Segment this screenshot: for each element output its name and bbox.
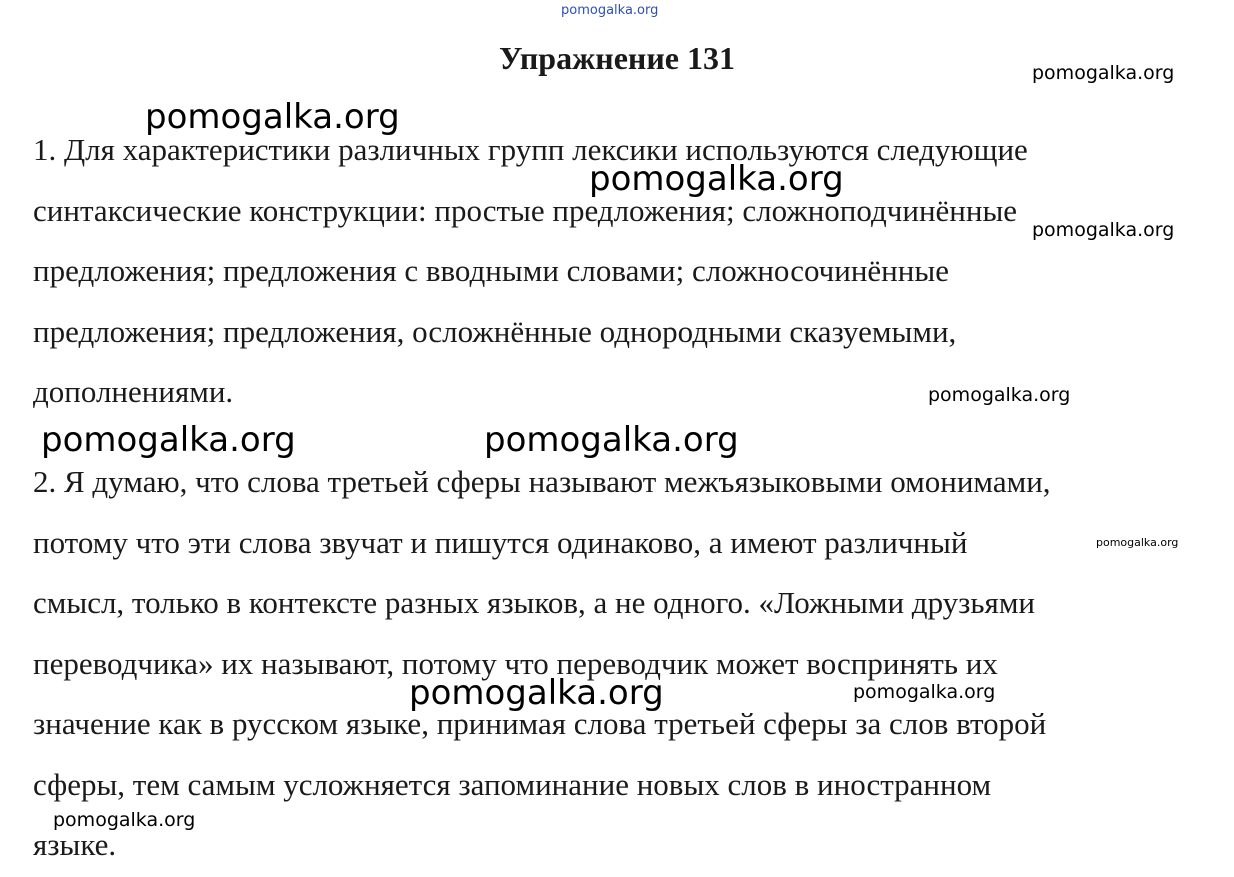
paragraph-line: переводчика» их называют, потому что переводчик может воспринять их (33, 645, 998, 681)
paragraph-line: 2. Я думаю, что слова третьей сферы называют межъязыковыми омонимами, (33, 464, 1051, 499)
watermark: pomogalka.org (41, 420, 296, 460)
watermark: pomogalka.org (145, 97, 400, 137)
paragraph-line: сферы, тем самым усложняется запоминание новых слов в иностранном (33, 766, 992, 802)
paragraph-line: предложения; предложения с вводными словами; сложносочинённые (33, 253, 949, 288)
watermark: pomogalka.org (409, 673, 664, 713)
paragraph-line: значение как в русском языке, принимая слова третьей сферы за слов второй (33, 706, 1047, 741)
watermark-top: pomogalka.org (561, 3, 659, 18)
watermark: pomogalka.org (484, 420, 739, 460)
watermark: pomogalka.org (53, 809, 196, 831)
paragraph-line: 1. Для характеристики различных групп лексики используются следующие (33, 132, 1028, 167)
paragraph-line: смысл, только в контексте разных языков, а не одного. «Ложными друзьями (33, 585, 1036, 620)
paragraph-line: синтаксические конструкции: простые предложения; сложноподчинённые (33, 192, 1018, 228)
watermark: pomogalka.org (589, 159, 844, 199)
watermark: pomogalka.org (853, 681, 996, 703)
paragraph-line: предложения; предложения, осложнённые однородными сказуемыми, (33, 313, 957, 349)
answer-paragraph-2 (33, 452, 1223, 876)
watermark: pomogalka.org (1032, 219, 1175, 241)
watermark: pomogalka.org (1096, 536, 1179, 549)
exercise-title: Упражнение 131 (498, 40, 735, 76)
paragraph-line: языке. (33, 827, 117, 862)
paragraph-line: потому что эти слова звучат и пишутся одинаково, а имеют различный (33, 524, 968, 560)
watermark: pomogalka.org (928, 384, 1071, 406)
paragraph-line: дополнениями. (33, 374, 234, 409)
watermark: pomogalka.org (1032, 62, 1175, 84)
